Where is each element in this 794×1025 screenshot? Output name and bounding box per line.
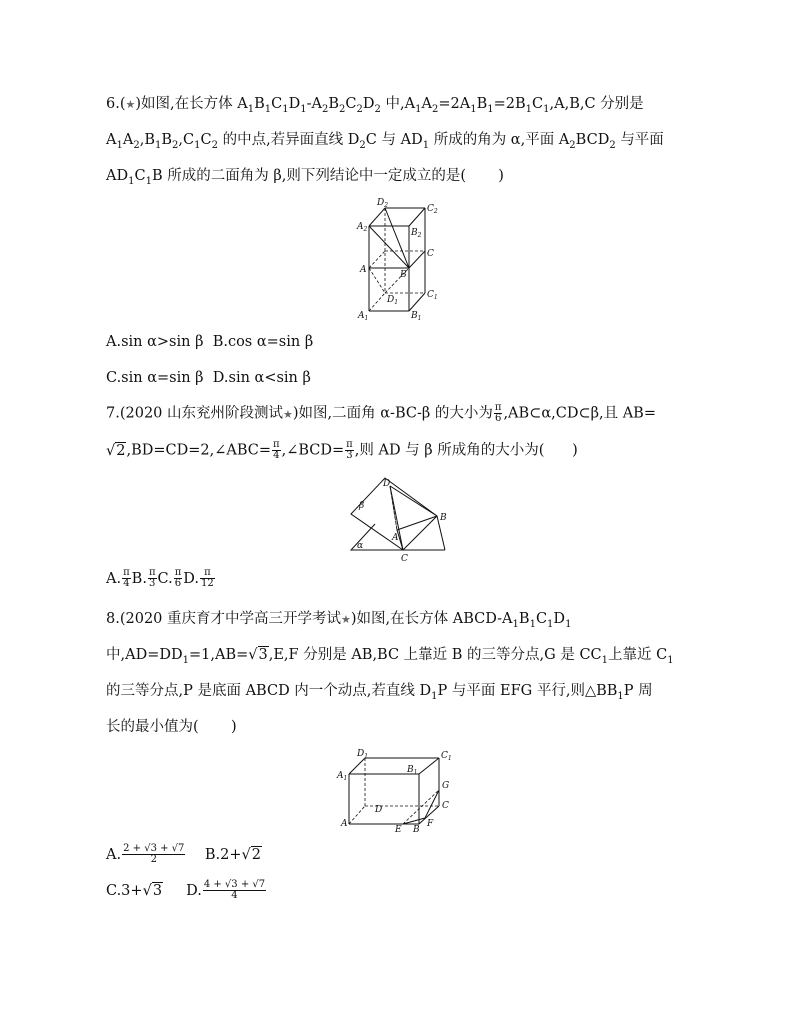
q8-l2b: =1,AB=: [188, 647, 249, 663]
q6-label-B1: $B_1$: [411, 311, 422, 322]
q7-label-A: A: [392, 533, 399, 543]
q6-label-B: B: [400, 270, 407, 280]
q6-line3b: C: [134, 168, 146, 184]
q8-option-b[interactable]: [205, 847, 262, 863]
q6-text-6: ,A,B,C 分别是: [549, 96, 644, 112]
q6-label-B2: $B_2$: [411, 228, 422, 239]
q8-hidden-edge: [349, 806, 365, 824]
q7-text-3: ,BD=CD=2,∠ABC=: [126, 442, 272, 459]
q8-label-C: C: [442, 801, 449, 811]
q8-segment-FG: [425, 790, 439, 818]
frac: [174, 568, 183, 589]
q6-hidden-edge: [369, 293, 385, 311]
q8-l2d: ,E,F 分别是 AB,BC 上靠近 B 的三等分点,G 是 CC: [268, 647, 602, 663]
q8-label-D1: $D_1$: [357, 749, 369, 760]
q6-option-d[interactable]: D.sin α<sin β: [212, 370, 311, 386]
q8-l3: 的三等分点,P 是底面 ABCD 内一个动点,若直线 D: [106, 683, 432, 699]
q8-label-E: E: [395, 825, 402, 834]
frac-num: π: [273, 439, 280, 450]
q8-label-B: B: [413, 825, 420, 834]
q6-label-C2: $C_2$: [427, 204, 438, 215]
sqrt: √3: [142, 882, 163, 899]
q6-label-D2: $D_2$: [377, 198, 389, 209]
q8-label-A: A: [341, 819, 348, 829]
q8-l3c: P 周: [623, 683, 653, 699]
frac-den: 4: [273, 450, 280, 461]
q7-text-6: ): [572, 442, 578, 459]
q8-options-row1: [106, 844, 262, 865]
sqrt: √2: [241, 846, 261, 863]
radicand: 2: [116, 442, 126, 459]
opt-label: B.: [131, 570, 147, 587]
q8-option-c[interactable]: [106, 883, 163, 899]
q6-figure-cuboid: [355, 196, 445, 324]
q7-option-b[interactable]: [131, 567, 158, 589]
q8-options-row2: [106, 880, 267, 901]
frac-num: π: [174, 567, 182, 578]
q6-line3d: ): [498, 168, 504, 184]
q7-text-4: ,∠BCD=: [281, 442, 345, 459]
q6-line3: $AD_1C_1B$ 所成的二面角为 β,则下列结论中一定成立的是( ): [106, 168, 504, 187]
q7-hidden: [390, 486, 397, 530]
q6-text-4: =2A: [438, 96, 471, 112]
frac-den: 12: [201, 578, 214, 589]
q8-label-G: G: [442, 781, 450, 791]
q8-line4: [106, 717, 237, 737]
frac-den: 6: [174, 578, 182, 589]
q7-text-1: )如图,二面角 α-BC-β 的大小为: [292, 405, 493, 422]
frac-num: π: [346, 439, 353, 450]
difficulty-star-icon: ★: [341, 613, 351, 626]
q7-label-alpha: α: [357, 541, 364, 551]
q6-label-C: C: [427, 249, 434, 259]
q8-label-C1: $C_1$: [441, 751, 452, 762]
q8-sqrt3: √3: [248, 647, 268, 663]
difficulty-star-icon: ★: [283, 407, 293, 421]
q6-hidden-edge: [369, 251, 385, 268]
q6-option-c[interactable]: C.sin α=sin β: [106, 370, 204, 386]
q6-diagonal: [385, 208, 409, 268]
frac-den: 6: [494, 413, 502, 424]
q8-lead: 8.(2020 重庆育才中学高三开学考试: [106, 611, 342, 627]
q7-label-C: C: [401, 554, 408, 564]
q7-segment-AB: [397, 516, 437, 530]
radicand: 3: [258, 647, 268, 663]
opt-label: D.: [183, 570, 199, 587]
frac-den: 4: [123, 578, 130, 589]
q8-label-B1: $B_1$: [407, 765, 418, 776]
q6-line2c: 所成的角为 α,平面 A: [433, 132, 570, 148]
q7-frac-pi4: [272, 440, 281, 461]
frac: [148, 568, 157, 589]
q6-hidden-diagonal: [369, 268, 385, 293]
q6-line1: 6.(★)如图,在长方体 $A_1B_1C_1D_1-A_2B_2C_2D_2$ 中$,A_1A_2=2A_1B_1=2B_1C_1,A,B,C$ 分别是: [106, 96, 644, 115]
q6-line2-text: 的中点,若异面直线 D: [222, 132, 360, 148]
opt-label: A.: [106, 846, 122, 863]
frac: [122, 568, 131, 589]
opt-label: B.2+: [204, 846, 242, 863]
q8-figure-cuboid: [335, 748, 465, 834]
frac: [203, 880, 266, 901]
q7-option-a[interactable]: [106, 567, 132, 589]
frac: [122, 844, 185, 865]
q7-text-5: ,则 AD 与 β 所成角的大小为(: [354, 442, 545, 459]
q7-option-d[interactable]: [183, 567, 215, 589]
difficulty-star-icon: ★: [125, 98, 136, 111]
opt-label: A.: [106, 570, 122, 587]
q6-label-D1: $D_1$: [387, 295, 399, 306]
q6-line2e: 与平面: [620, 132, 664, 148]
q7-label-beta: β: [359, 501, 365, 511]
q6-text-5: =2B: [493, 96, 526, 112]
frac-num: 4 + √3 + √7: [203, 879, 266, 890]
q7-line2: [106, 440, 578, 461]
radicand: 3: [152, 882, 163, 899]
q8-l4: 长的最小值为(: [106, 719, 199, 735]
q6-diagonal: [369, 226, 409, 268]
frac-num: π: [200, 568, 215, 579]
q6-options-row1: [106, 332, 313, 352]
q8-l2e: 上靠近 C: [608, 647, 668, 663]
q7-sqrt2: √2: [106, 442, 126, 459]
frac-den: 2: [150, 854, 157, 865]
q6-label-A1: $A_1$: [358, 311, 369, 322]
q6-label-A: A: [360, 265, 367, 275]
q7-option-c[interactable]: [157, 567, 184, 589]
q6-number: 6.(: [106, 96, 126, 112]
q6-label-C1: $C_1$: [427, 290, 438, 301]
q7-text-2: ,AB⊂α,CD⊂β,且 AB=: [503, 405, 656, 422]
q6-line2d: BCD: [575, 132, 610, 148]
frac-num: π: [494, 402, 502, 413]
q6-options-row2: [106, 368, 311, 388]
opt-label: C.3+: [106, 882, 143, 899]
frac-den: 3: [149, 578, 156, 589]
q7-label-D: D: [383, 479, 391, 489]
q6-line2b: C 与 AD: [365, 132, 423, 148]
frac-num: 2 + √3 + √7: [123, 843, 185, 854]
q8-line1: 8.(2020 重庆育才中学高三开学考试★)如图,在长方体 ABCD-$A_1B_1C_1D_1$: [106, 611, 572, 630]
q7-options: [106, 568, 216, 589]
q8-label-A1: $A_1$: [337, 771, 348, 782]
frac-num: π: [148, 567, 156, 578]
radicand: 2: [251, 846, 261, 863]
opt-label: D.: [186, 882, 202, 899]
q8-l2a: 中,AD=DD: [106, 647, 183, 663]
q6-line3a: AD: [106, 168, 129, 184]
q8-label-D: D: [375, 805, 383, 815]
q8-l3b: P 与平面 EFG 平行,则△BB: [437, 683, 618, 699]
q7-segment-DB: [390, 486, 437, 516]
q8-edge: [349, 758, 365, 774]
q6-text-2: 中,A: [385, 96, 416, 112]
q8-l4b: ): [230, 719, 237, 735]
q7-label-B: B: [440, 513, 447, 523]
q6-text-1: )如图,在长方体 A: [135, 96, 248, 112]
q8-text-1: )如图,在长方体 ABCD-A: [350, 611, 513, 627]
q7-figure-dihedral: [345, 472, 457, 564]
frac-den: 4: [231, 890, 238, 901]
q7-frac-pi3: [345, 440, 354, 461]
q6-edge: [409, 251, 425, 268]
q7-line1: [106, 403, 656, 425]
frac: [200, 568, 215, 589]
q8-label-F: F: [427, 819, 434, 829]
q6-option-b[interactable]: B.cos α=sin β: [212, 334, 314, 350]
q6-label-A2: $A_2$: [357, 222, 368, 233]
q6-text-3: A: [421, 96, 432, 112]
q7-frac-pi6: [494, 403, 503, 424]
q6-line3c: B 所成的二面角为 β,则下列结论中一定成立的是(: [151, 168, 466, 184]
q8-option-d[interactable]: [186, 879, 267, 901]
q6-edge: [409, 208, 425, 226]
opt-label: C.: [157, 570, 173, 587]
q8-line3: 的三等分点,P 是底面 ABCD 内一个动点,若直线 $D_1P$ 与平面 EFG 平行,则$\triangle BB_1P$ 周: [106, 683, 653, 702]
q6-edge: [369, 208, 385, 226]
frac-num: π: [123, 567, 130, 578]
q8-option-a[interactable]: [106, 843, 186, 865]
q8-line2: 中$,AD=DD_1=1,AB=√3,E,F$ 分别是 AB,BC 上靠近 B 的三等分点,G 是 $CC_1$上靠近 $C_1$: [106, 647, 674, 666]
q6-edge: [409, 293, 425, 311]
q7-lead: 7.(2020 山东兖州阶段测试: [106, 405, 284, 422]
q8-edge: [419, 758, 439, 774]
frac-den: 3: [346, 450, 353, 461]
q6-line2: $A_1A_2,B_1B_2,C_1C_2$ 的中点,若异面直线 $D_2C$ 与 $AD_1$ 所成的角为 α,平面 $A_2BCD_2$ 与平面: [106, 132, 664, 151]
q6-option-a[interactable]: A.sin α>sin β: [106, 334, 204, 350]
